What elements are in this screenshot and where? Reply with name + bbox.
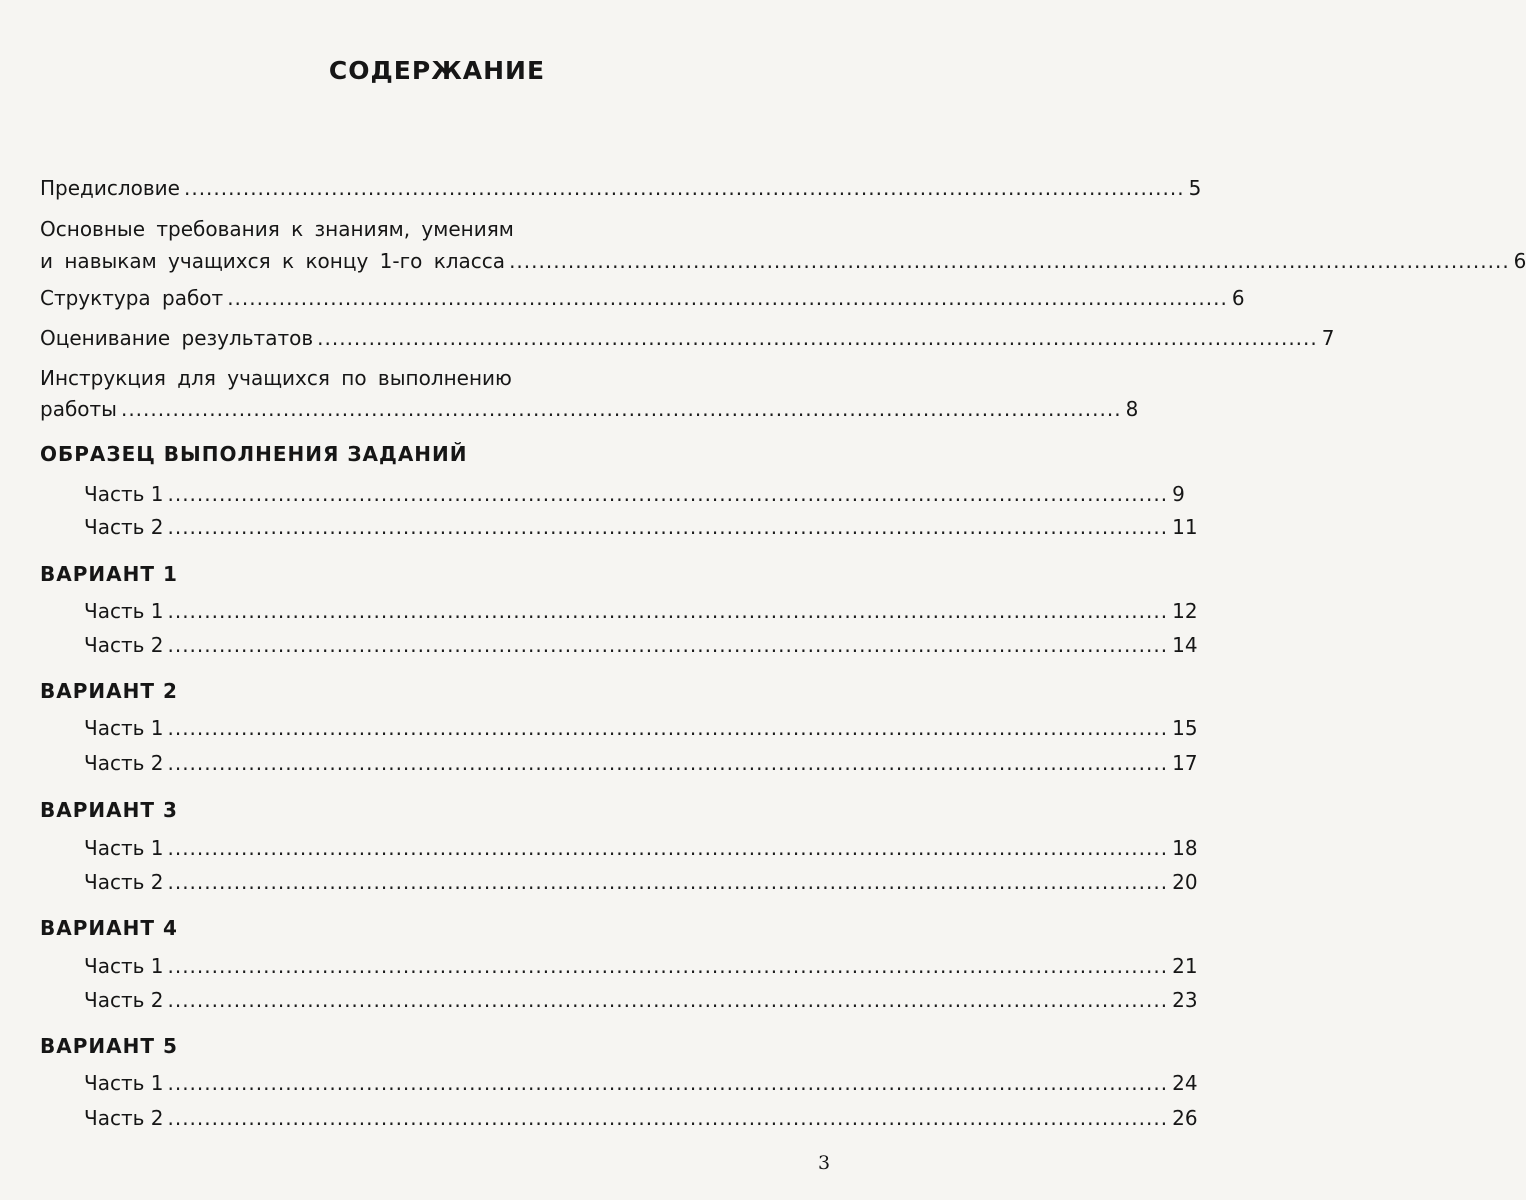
toc-entry-part (84, 482, 1185, 506)
toc-entry-label: Часть 1 (84, 716, 164, 740)
toc-entry-part (84, 633, 1198, 657)
dot-leader: ........................................................................................................................................ (167, 1071, 1169, 1095)
dot-leader: ........................................................................................................................................ (167, 599, 1169, 623)
toc-entry-page: 21 (1172, 954, 1198, 978)
toc-entry-page: 9 (1172, 482, 1185, 506)
toc-entry-page: 26 (1172, 1106, 1198, 1130)
page-number: 3 (818, 1152, 831, 1174)
section-heading-variant-1: ВАРИАНТ 1 (40, 562, 178, 586)
section-heading-sample: ОБРАЗЕЦ ВЫПОЛНЕНИЯ ЗАДАНИЙ (40, 442, 468, 466)
toc-entry-page: 7 (1321, 326, 1335, 350)
toc-entry-instructions-line1: Инструкция для учащихся по выполнению (40, 366, 512, 390)
toc-entry-label: Часть 1 (84, 1071, 164, 1095)
toc-entry-label: и навыкам учащихся к концу 1-го класса (40, 249, 506, 273)
toc-entry-structure (40, 286, 1245, 310)
toc-entry-label: Часть 1 (84, 482, 164, 506)
toc-entry-label: Часть 2 (84, 988, 164, 1012)
dot-leader: ........................................................................................................................................ (120, 397, 1122, 421)
toc-entry-preface (40, 176, 1202, 200)
toc-entry-label: Часть 2 (84, 515, 164, 539)
section-heading-variant-3: ВАРИАНТ 3 (40, 798, 178, 822)
toc-entry-label: Предисловие (40, 176, 180, 200)
toc-entry-page: 6 (1513, 249, 1526, 273)
toc-entry-part (84, 954, 1198, 978)
toc-entry-page: 20 (1172, 870, 1198, 894)
toc-entry-label: Часть 1 (84, 954, 164, 978)
toc-entry-page: 11 (1172, 515, 1198, 539)
page-title: СОДЕРЖАНИЕ (328, 56, 546, 85)
toc-entry-page: 12 (1172, 599, 1198, 623)
dot-leader: ........................................................................................................................................ (167, 988, 1169, 1012)
toc-entry-page: 6 (1231, 286, 1245, 310)
toc-entry-part (84, 988, 1198, 1012)
dot-leader: ........................................................................................................................................ (167, 836, 1169, 860)
toc-entry-page: 15 (1172, 716, 1198, 740)
toc-entry-part (84, 870, 1198, 894)
toc-entry-part (84, 515, 1198, 539)
toc-entry-label: Часть 2 (84, 751, 164, 775)
toc-entry-requirements (40, 249, 1526, 273)
section-heading-variant-4: ВАРИАНТ 4 (40, 916, 178, 940)
toc-entry-part (84, 1106, 1198, 1130)
toc-entry-instructions (40, 397, 1139, 421)
toc-entry-evaluation (40, 326, 1335, 350)
toc-entry-page: 17 (1172, 751, 1198, 775)
toc-entry-part (84, 836, 1198, 860)
dot-leader: ........................................................................................................................................ (183, 176, 1185, 200)
dot-leader: ........................................................................................................................................ (167, 870, 1169, 894)
toc-entry-label: Оценивание результатов (40, 326, 314, 350)
toc-entry-part (84, 1071, 1198, 1095)
dot-leader: ........................................................................................................................................ (167, 954, 1169, 978)
toc-entry-part (84, 599, 1198, 623)
toc-entry-page: 23 (1172, 988, 1198, 1012)
dot-leader: ........................................................................................................................................ (167, 751, 1169, 775)
toc-entry-requirements-line1: Основные требования к знаниям, умениям (40, 217, 514, 241)
toc-entry-part (84, 751, 1198, 775)
toc-entry-label: Структура работ (40, 286, 224, 310)
section-heading-variant-5: ВАРИАНТ 5 (40, 1034, 178, 1058)
dot-leader: ........................................................................................................................................ (509, 249, 1510, 273)
dot-leader: ........................................................................................................................................ (227, 286, 1228, 310)
dot-leader: ........................................................................................................................................ (167, 716, 1169, 740)
toc-entry-page: 8 (1125, 397, 1139, 421)
dot-leader: ........................................................................................................................................ (167, 515, 1169, 539)
toc-entry-label: работы (40, 397, 117, 421)
toc-entry-label: Часть 2 (84, 1106, 164, 1130)
toc-entry-part (84, 716, 1198, 740)
toc-entry-page: 14 (1172, 633, 1198, 657)
dot-leader: ........................................................................................................................................ (167, 482, 1169, 506)
section-heading-variant-2: ВАРИАНТ 2 (40, 679, 178, 703)
toc-entry-label: Часть 2 (84, 870, 164, 894)
toc-entry-page: 24 (1172, 1071, 1198, 1095)
dot-leader: ........................................................................................................................................ (167, 1106, 1169, 1130)
toc-entry-page: 5 (1188, 176, 1202, 200)
toc-entry-label: Часть 1 (84, 599, 164, 623)
toc-entry-label: Часть 2 (84, 633, 164, 657)
toc-entry-label: Часть 1 (84, 836, 164, 860)
dot-leader: ........................................................................................................................................ (167, 633, 1169, 657)
toc-entry-page: 18 (1172, 836, 1198, 860)
dot-leader: ........................................................................................................................................ (317, 326, 1318, 350)
